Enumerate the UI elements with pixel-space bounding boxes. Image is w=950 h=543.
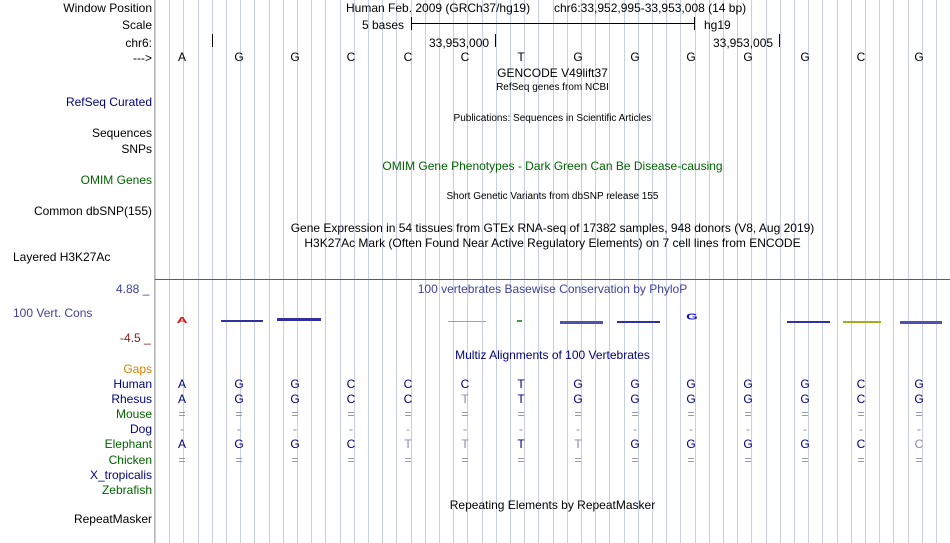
reference-base: G: [914, 50, 924, 64]
aligned-base: -: [576, 422, 580, 436]
dbsnp-track-title: Short Genetic Variants from dbSNP release 155: [446, 191, 659, 202]
phylop-mark-12: [787, 321, 830, 323]
aligned-base: G: [914, 392, 924, 406]
aligned-base: -: [689, 422, 693, 436]
aligned-base: -: [746, 422, 750, 436]
window-position-text[interactable]: chr6:33,952,995-33,953,008 (14 bp): [554, 1, 747, 15]
publications-track-title: Publications: Sequences in Scientific Articles: [453, 113, 652, 124]
reference-base: C: [460, 50, 470, 64]
aligned-base: =: [517, 453, 525, 467]
aligned-base: =: [291, 453, 299, 467]
species-label-x_tropicalis[interactable]: X_tropicalis: [89, 468, 152, 482]
reference-base: G: [290, 50, 300, 64]
repeatmasker-track-label[interactable]: RepeatMasker: [73, 512, 152, 526]
aligned-base: C: [856, 377, 866, 391]
phylop-logo: [155, 310, 950, 330]
multiz-track-title: Multiz Alignments of 100 Vertebrates: [455, 348, 650, 362]
aligned-base: -: [463, 422, 467, 436]
species-label-elephant[interactable]: Elephant: [104, 437, 152, 451]
aligned-base: C: [914, 437, 924, 451]
aligned-base: G: [914, 377, 924, 391]
assembly-text: Human Feb. 2009 (GRCh37/hg19): [346, 1, 531, 15]
h3k27ac-track-label[interactable]: Layered H3K27Ac: [13, 250, 111, 264]
aligned-base: A: [177, 437, 186, 451]
aligned-base: =: [857, 453, 865, 467]
aligned-base: G: [630, 377, 640, 391]
aligned-base: T: [517, 437, 525, 451]
species-label-human[interactable]: Human: [113, 377, 152, 391]
aligned-base: G: [234, 392, 244, 406]
reference-base: C: [346, 50, 356, 64]
aligned-base: G: [743, 437, 753, 451]
aligned-base: A: [177, 377, 186, 391]
phylop-mark-7: [517, 320, 522, 322]
aligned-base: C: [460, 377, 470, 391]
phylop-track-title: 100 vertebrates Basewise Conservation by PhyloP: [417, 282, 688, 296]
aligned-base: T: [517, 392, 525, 406]
omim-track-title: OMIM Gene Phenotypes - Dark Green Can Be Disease-causing: [382, 159, 723, 173]
aligned-base: C: [346, 392, 356, 406]
species-label-zebrafish[interactable]: Zebrafish: [101, 483, 152, 497]
aligned-base: G: [743, 392, 753, 406]
gaps-label: Gaps: [123, 362, 152, 376]
aligned-base: G: [290, 392, 300, 406]
aligned-base: =: [915, 453, 923, 467]
aligned-base: C: [346, 437, 356, 451]
aligned-base: =: [404, 407, 412, 421]
window-position-label: Window Position: [63, 1, 152, 15]
reference-base: G: [743, 50, 753, 64]
aligned-base: =: [404, 453, 412, 467]
aligned-base: G: [686, 437, 696, 451]
gencode-track-title[interactable]: GENCODE V49lift37: [497, 66, 608, 80]
phylop-max-value: 4.88 _: [116, 282, 150, 296]
aligned-base: =: [178, 453, 186, 467]
aligned-base: G: [290, 437, 300, 451]
strand-label: --->: [133, 51, 152, 65]
scale-bar-right-tick: [694, 17, 695, 30]
reference-base: G: [686, 50, 696, 64]
aligned-base: =: [517, 407, 525, 421]
aligned-base: -: [803, 422, 807, 436]
sequences-label[interactable]: Sequences: [91, 126, 152, 140]
reference-base: A: [177, 50, 186, 64]
aligned-base: =: [687, 453, 695, 467]
aligned-base: G: [743, 377, 753, 391]
aligned-base: G: [800, 392, 810, 406]
db-text: hg19: [704, 18, 731, 32]
coord-tick-1: [495, 34, 496, 47]
aligned-base: =: [461, 453, 469, 467]
aligned-base: =: [291, 407, 299, 421]
chrom-label: chr6:: [125, 36, 152, 50]
scale-label: Scale: [121, 18, 152, 32]
conservation-track-label[interactable]: 100 Vert. Cons: [13, 306, 93, 320]
aligned-base: =: [631, 453, 639, 467]
reference-base: G: [800, 50, 810, 64]
aligned-base: C: [403, 377, 413, 391]
aligned-base: G: [573, 377, 583, 391]
aligned-base: G: [800, 437, 810, 451]
aligned-base: G: [573, 392, 583, 406]
aligned-base: =: [347, 407, 355, 421]
aligned-base: T: [574, 437, 582, 451]
aligned-base: =: [461, 407, 469, 421]
phylop-letter-g: G: [686, 311, 698, 322]
aligned-base: G: [686, 377, 696, 391]
track-separator: [155, 279, 950, 280]
aligned-base: =: [744, 407, 752, 421]
phylop-mark-6: [448, 321, 486, 322]
species-label-mouse[interactable]: Mouse: [115, 407, 152, 421]
reference-base: G: [573, 50, 583, 64]
reference-base: C: [856, 50, 866, 64]
aligned-base: =: [857, 407, 865, 421]
phylop-min-value: -4.5 _: [120, 331, 151, 345]
aligned-base: =: [574, 407, 582, 421]
aligned-base: T: [461, 392, 469, 406]
aligned-base: =: [744, 453, 752, 467]
aligned-base: G: [234, 437, 244, 451]
aligned-base: -: [519, 422, 523, 436]
aligned-base: =: [235, 407, 243, 421]
aligned-base: =: [801, 453, 809, 467]
h3k27ac-track-title: H3K27Ac Mark (Often Found Near Active Regulatory Elements) on 7 cell lines from ENCODE: [304, 236, 801, 250]
aligned-base: A: [177, 392, 186, 406]
aligned-base: G: [630, 437, 640, 451]
scale-bar-text: 5 bases: [362, 18, 405, 32]
aligned-base: -: [237, 422, 241, 436]
aligned-base: C: [856, 392, 866, 406]
coord-tick-2: [779, 34, 780, 47]
aligned-base: =: [631, 407, 639, 421]
aligned-base: =: [801, 407, 809, 421]
phylop-mark-2: [221, 320, 263, 322]
aligned-base: G: [234, 377, 244, 391]
gtex-track-title: Gene Expression in 54 tissues from GTEx RNA-seq of 17382 samples, 948 donors (V8, Aug 2019): [290, 221, 815, 235]
reference-base: T: [517, 50, 525, 64]
coord-tick-2-text: 33,953,005: [713, 36, 774, 50]
aligned-base: =: [687, 407, 695, 421]
snps-label[interactable]: SNPs: [121, 142, 152, 156]
reference-base: G: [630, 50, 640, 64]
aligned-base: =: [235, 453, 243, 467]
aligned-base: -: [406, 422, 410, 436]
repeatmasker-track-title: Repeating Elements by RepeatMasker: [449, 498, 656, 512]
aligned-base: -: [917, 422, 921, 436]
scale-bar-line: [411, 23, 695, 24]
refseq-track-subtitle: RefSeq genes from NCBI: [496, 82, 609, 93]
phylop-mark-9: [617, 321, 660, 323]
refseq-track-label[interactable]: RefSeq Curated: [65, 95, 152, 109]
aligned-base: -: [633, 422, 637, 436]
aligned-base: -: [180, 422, 184, 436]
species-label-rhesus[interactable]: Rhesus: [111, 392, 152, 406]
phylop-mark-8: [560, 321, 603, 324]
aligned-base: G: [630, 392, 640, 406]
aligned-base: T: [404, 437, 412, 451]
phylop-mark-14: [900, 321, 942, 324]
reference-base: G: [234, 50, 244, 64]
dbsnp-track-label[interactable]: Common dbSNP(155): [33, 204, 152, 218]
aligned-base: =: [574, 453, 582, 467]
aligned-base: =: [347, 453, 355, 467]
species-label-chicken[interactable]: Chicken: [108, 453, 152, 467]
phylop-letter-a: A: [176, 315, 188, 326]
aligned-base: G: [686, 392, 696, 406]
aligned-base: -: [859, 422, 863, 436]
reference-base: C: [403, 50, 413, 64]
aligned-base: -: [349, 422, 353, 436]
aligned-base: C: [403, 392, 413, 406]
species-label-dog[interactable]: Dog: [129, 422, 152, 436]
aligned-base: T: [461, 437, 469, 451]
aligned-base: -: [293, 422, 297, 436]
aligned-base: G: [290, 377, 300, 391]
phylop-mark-13: [843, 321, 881, 323]
aligned-base: C: [856, 437, 866, 451]
aligned-base: =: [178, 407, 186, 421]
aligned-base: T: [517, 377, 525, 391]
coord-tick-start: [212, 34, 213, 47]
coord-tick-1-text: 33,953,000: [429, 36, 490, 50]
aligned-base: C: [346, 377, 356, 391]
aligned-base: G: [800, 377, 810, 391]
omim-track-label[interactable]: OMIM Genes: [80, 173, 152, 187]
aligned-base: =: [915, 407, 923, 421]
phylop-mark-3: [277, 318, 321, 321]
